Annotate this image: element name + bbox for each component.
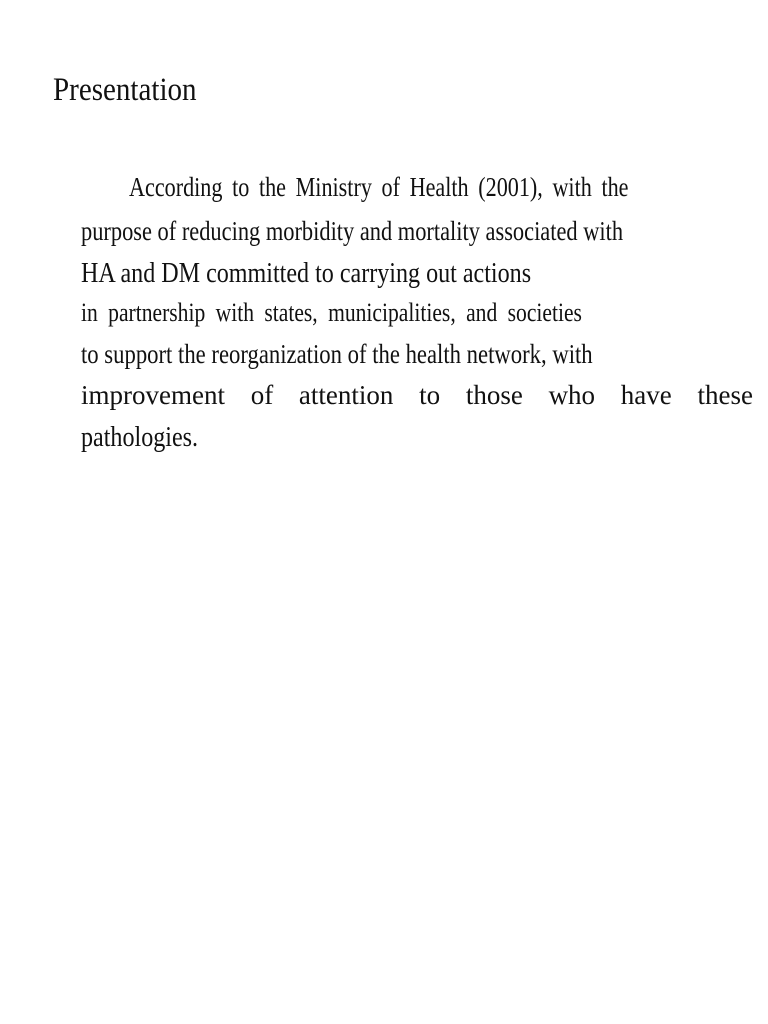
page-title: Presentation [53, 72, 197, 108]
justified-word: improvement [81, 380, 225, 410]
paragraph-line-6 [81, 379, 753, 411]
paragraph-line-3: HA and DM committed to carrying out actions [81, 258, 532, 289]
justified-word: attention [298, 380, 394, 410]
justified-word: those [465, 380, 523, 410]
justified-word: these [697, 380, 753, 410]
justified-word: of [250, 380, 274, 410]
paragraph-line-4: in partnership with states, municipalities, and societies [81, 298, 582, 327]
justified-word: who [548, 380, 596, 410]
paragraph-line-7: pathologies. [81, 422, 199, 453]
justified-word: to [419, 380, 441, 410]
justified-word: have [620, 380, 672, 410]
paragraph-line-1: According to the Ministry of Health (2001), with the [129, 172, 629, 202]
paragraph-line-5: to support the reorganization of the health network, with [81, 339, 593, 369]
paragraph-line-2: purpose of reducing morbidity and mortality associated with [81, 216, 624, 246]
